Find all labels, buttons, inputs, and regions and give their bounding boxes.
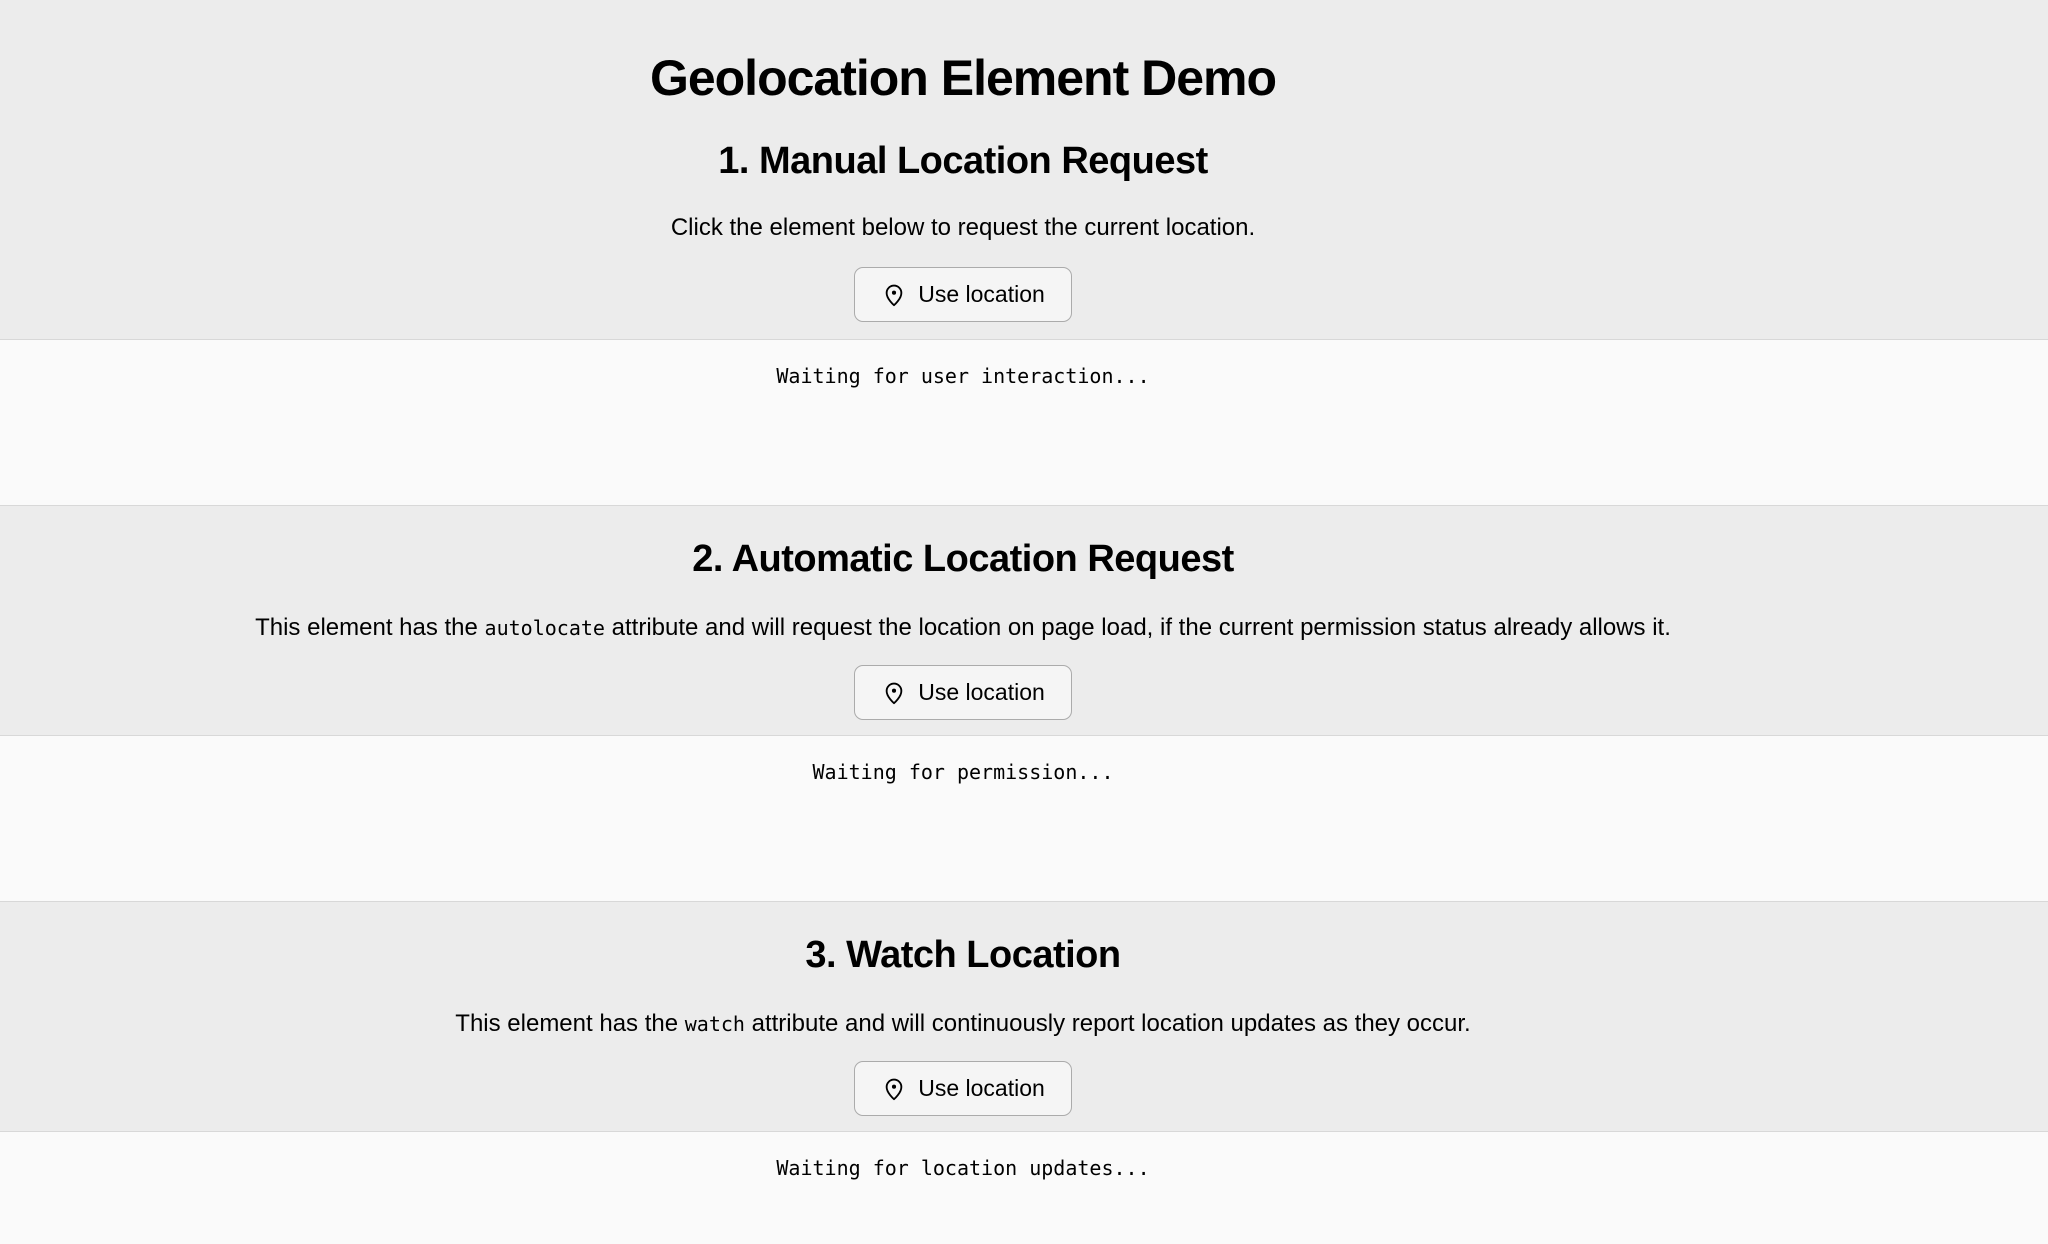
status-area-manual [0,339,2048,506]
description-text: Click the element below to request the current location. [670,214,1256,241]
watch-attribute-code: watch [684,1012,745,1036]
section-automatic-location [0,506,2048,735]
button-row [0,267,1926,322]
use-location-label: Use location [918,1075,1045,1101]
use-location-label: Use location [918,679,1045,705]
description-text-before: This element has the [255,614,485,641]
use-location-button-automatic[interactable] [854,665,1072,720]
section-heading-automatic: 2. Automatic Location Request [692,538,1234,580]
section-description-watch [0,1008,1926,1040]
status-area-automatic [0,735,2048,902]
autolocate-attribute-code: autolocate [484,616,605,640]
description-text-after: attribute and will request the location on page load, if the current permission status already allows it. [604,614,1671,641]
section-watch-location [0,902,2048,1131]
description-text-before: This element has the [455,1010,685,1037]
use-location-label: Use location [918,281,1045,307]
location-pin-icon [881,282,907,308]
use-location-button-manual[interactable] [854,267,1072,322]
location-pin-icon [881,1076,907,1102]
status-area-watch [0,1131,2048,1239]
button-row [0,1061,1926,1116]
status-text-watch: Waiting for location updates... [776,1156,1150,1180]
status-text-automatic: Waiting for permission... [812,760,1114,784]
status-text-manual: Waiting for user interaction... [776,364,1150,388]
section-heading-manual: 1. Manual Location Request [718,140,1208,182]
button-row [0,665,1926,720]
description-text-after: attribute and will continuously report location updates as they occur. [744,1010,1471,1037]
location-pin-icon [881,680,907,706]
section-manual-location [0,0,2048,339]
section-description-automatic [0,612,1926,644]
section-heading-watch: 3. Watch Location [805,934,1121,976]
page-title: Geolocation Element Demo [649,50,1277,106]
use-location-button-watch[interactable] [854,1061,1072,1116]
section-description-manual [0,212,1926,244]
